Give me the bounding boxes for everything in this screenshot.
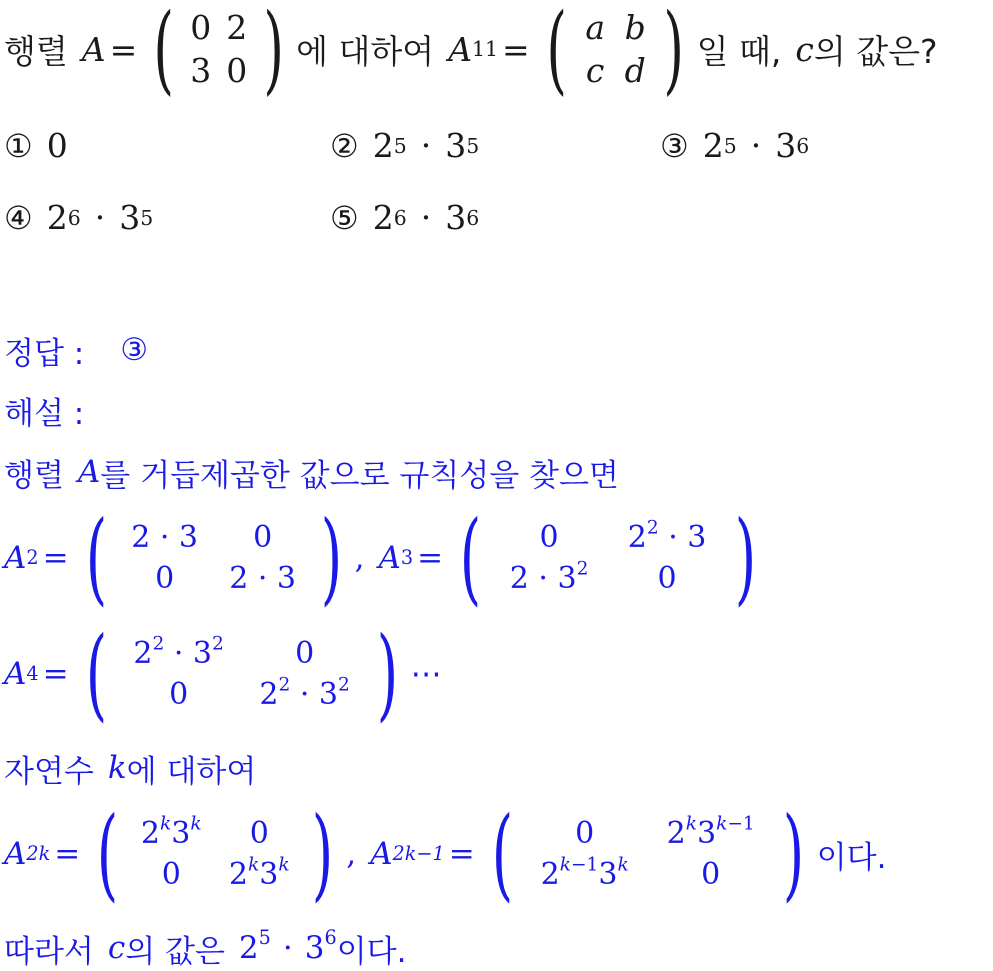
solution-text: 이다.	[336, 933, 407, 970]
choice-base: 3	[775, 126, 797, 165]
matrix-cell: d	[624, 51, 646, 90]
final-line: 따라서 c 의 값은 $2^5$ · $3^6$ 이다.	[4, 926, 407, 970]
matrix-cell: a	[585, 8, 605, 47]
matrix-a-label: A	[81, 29, 106, 69]
solution-text: 따라서	[4, 933, 94, 970]
choice-number: ④	[4, 198, 33, 237]
a2k-1-matrix: ( 0 $2^k3^{k-1}$ $2^{k-1}3^k$ 0 )	[491, 795, 804, 912]
matrix-cell: 0	[190, 8, 212, 47]
a2-a3-line: A 2 = ( 2 · 3 0 0 2 · 3 ) , A 3 = ( 0 $2^2 \cdot 3$ $2 \cdot 3^2$ 0 )	[4, 508, 769, 608]
answer-label: 정답 :	[4, 335, 85, 372]
answer-value: ③	[120, 332, 148, 368]
matrix-cell: c	[585, 51, 605, 90]
solution-var: c	[107, 930, 126, 966]
question-prefix: 행렬	[4, 31, 68, 71]
choice-base: 3	[445, 198, 467, 237]
choice-base: 2	[372, 198, 394, 237]
choice-base: 2	[372, 126, 394, 165]
result-matrix: ( a b c d )	[546, 0, 685, 105]
power-base: A	[448, 29, 473, 69]
a2-matrix: ( 2 · 3 0 0 2 · 3 )	[85, 499, 342, 616]
question-suffix2: 의 값은?	[813, 31, 938, 71]
matrix-cell: 3	[190, 51, 212, 90]
choice-number: ①	[4, 126, 33, 165]
solution-label-line	[4, 388, 84, 432]
answer-line	[4, 328, 148, 372]
solution-text: 행렬	[4, 457, 64, 494]
choice-base: 2	[46, 198, 68, 237]
solution-var: A	[77, 454, 101, 490]
choice-base: 3	[445, 126, 467, 165]
question-mid: 에 대하여	[296, 31, 435, 71]
choice-4[interactable]: ④ 2 6 · 3 5	[4, 198, 154, 237]
solution-text: 를 거듭제곱한 값으로 규칙성을 찾으면	[100, 457, 619, 494]
matrix-a: ( 0 2 3 0 )	[153, 0, 284, 105]
choice-1[interactable]	[4, 126, 68, 165]
ellipsis: ⋯	[410, 656, 442, 692]
solution-text: 에 대하여	[126, 753, 257, 790]
choice-3[interactable]: ③ 2 5 · 3 6	[660, 126, 810, 165]
choice-value: 0	[46, 126, 68, 165]
solution-line-1	[4, 450, 619, 494]
solution-text: 이다.	[816, 839, 887, 876]
question-suffix1: 일 때,	[696, 31, 782, 71]
question-c-var: c	[795, 29, 814, 69]
solution-text: 의 값은	[125, 933, 225, 970]
solution-var: k	[107, 750, 127, 786]
choice-number: ③	[660, 126, 689, 165]
choice-number: ⑤	[330, 198, 359, 237]
matrix-cell: b	[624, 8, 646, 47]
a3-matrix: ( 0 $2^2 \cdot 3$ $2 \cdot 3^2$ 0 )	[459, 499, 757, 616]
natural-k-line	[4, 746, 256, 790]
general-formula-line: A 2k = ( 2$^k$3$^k$ 0 0 2$^k$3$^k$ ) , A 2k−1 = ( 0 $2^k3^{k-1}$ $2^{k-1}3^k$ 0 ) 이다.	[4, 795, 887, 912]
a4-line: A 4 = ( $2^2 \cdot 3^2$ 0 0 $2^2 \cdot 3^2$ ) ⋯	[4, 615, 442, 732]
choice-base: 3	[119, 198, 141, 237]
question-line: 행렬 A = ( 0 2 3 0 ) 에 대하여 A 11 = ( a b c d ) 일 때, c 의 값은?	[4, 0, 938, 105]
solution-text: 자연수	[4, 753, 94, 790]
solution-label: 해설 :	[4, 395, 85, 432]
choice-2[interactable]: ② 2 5 · 3 5	[330, 126, 480, 165]
matrix-cell: 0	[226, 51, 248, 90]
choice-5[interactable]: ⑤ 2 6 · 3 6	[330, 198, 480, 237]
a4-matrix: ( $2^2 \cdot 3^2$ 0 0 $2^2 \cdot 3^2$ )	[85, 615, 398, 732]
a2k-matrix: ( 2$^k$3$^k$ 0 0 2$^k$3$^k$ )	[97, 795, 334, 912]
choice-number: ②	[330, 126, 359, 165]
choice-base: 2	[702, 126, 724, 165]
matrix-cell: 2	[226, 8, 248, 47]
